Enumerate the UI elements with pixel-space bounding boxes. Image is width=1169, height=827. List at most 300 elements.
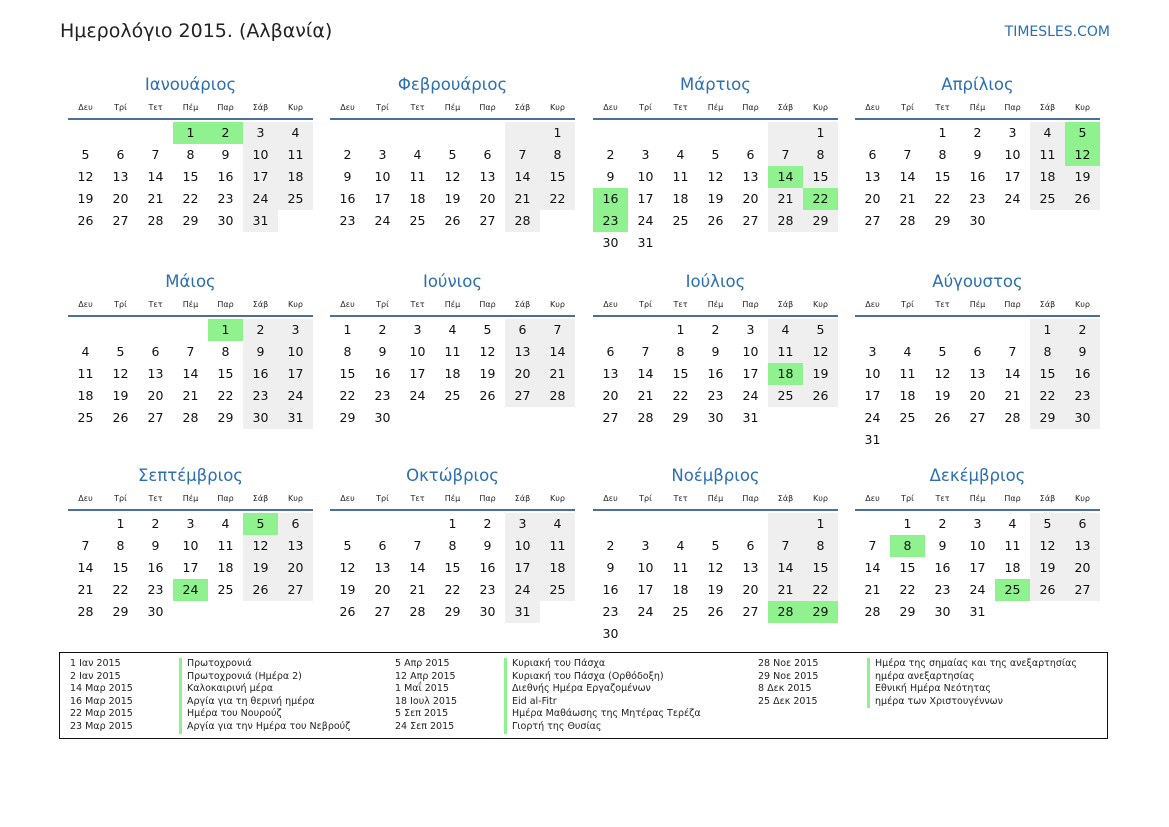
day-cell: 14 [637,366,654,381]
day-cell: 5 [448,147,457,162]
legend-entry [395,671,701,684]
day-cell: 11 [1004,538,1021,553]
day-cell: 31 [243,210,278,232]
day-cell: 15 [182,169,199,184]
holiday-day-cell: 1 [208,319,243,341]
day-cell: 22 [934,191,951,206]
day-cell: 6 [378,538,387,553]
day-cell: 7 [903,147,912,162]
day-cell: 17 [505,557,540,579]
day-cell: 5 [1030,513,1065,535]
weekday-label: Κυρ [813,300,828,309]
empty-day-cell [698,122,733,144]
day-cell: 11 [672,169,689,184]
day-cell: 17 [374,191,391,206]
day-cell: 26 [112,410,129,425]
holiday-day-cell: 8 [890,535,925,557]
day-cell: 3 [413,322,422,337]
weekday-header [855,295,1100,317]
day-cell: 23 [602,604,619,619]
day-cell: 21 [864,582,881,597]
day-cell: 26 [934,410,951,425]
weekday-label: Σάβ [252,103,269,112]
empty-day-cell [960,319,995,341]
day-cell: 12 [243,535,278,557]
empty-day-cell [173,319,208,341]
day-grid [593,120,838,254]
holiday-day-cell: 14 [768,166,803,188]
day-cell: 20 [479,191,496,206]
day-cell: 12 [934,366,951,381]
day-cell: 19 [243,557,278,579]
day-cell: 31 [505,601,540,623]
legend-entry [395,696,701,709]
day-cell: 27 [602,410,619,425]
weekday-label: Κυρ [813,103,828,112]
day-cell: 13 [505,341,540,363]
day-cell: 13 [742,169,759,184]
day-cell: 17 [637,582,654,597]
weekday-header [330,489,575,511]
day-cell: 26 [803,385,838,407]
day-cell: 28 [864,604,881,619]
day-cell: 28 [409,604,426,619]
month-block [593,463,838,645]
month-block [68,463,313,623]
day-cell: 3 [378,147,387,162]
day-cell: 9 [711,344,720,359]
day-cell: 25 [899,410,916,425]
day-cell: 21 [182,388,199,403]
day-cell: 1 [803,513,838,535]
day-cell: 7 [151,147,160,162]
empty-day-cell [663,122,698,144]
month-block [330,72,575,232]
day-cell: 26 [444,213,461,228]
legend-date: 2 Ιαν 2015 [70,670,121,682]
day-cell: 12 [444,169,461,184]
holiday-day-cell: 1 [173,122,208,144]
empty-day-cell [68,319,103,341]
day-cell: 31 [637,235,654,250]
day-cell: 4 [81,344,90,359]
day-cell: 3 [278,319,313,341]
empty-day-cell [330,513,365,535]
weekday-label: Τρί [114,103,127,112]
day-cell: 18 [672,191,689,206]
day-cell: 17 [864,388,881,403]
day-cell: 15 [803,557,838,579]
day-cell: 19 [112,388,129,403]
day-cell: 4 [676,147,685,162]
day-cell: 6 [505,319,540,341]
day-cell: 18 [1030,166,1065,188]
day-cell: 27 [147,410,164,425]
legend-holiday-name: Διεθνής Ημέρα Εργαζομένων [504,683,651,696]
legend-holiday-name: ημέρα ανεξαρτησίας [867,671,975,684]
weekday-header [855,98,1100,120]
legend-date: 8 Δεκ 2015 [758,683,812,695]
day-cell: 19 [339,582,356,597]
day-cell: 25 [540,579,575,601]
day-cell: 8 [186,147,195,162]
legend-date: 25 Δεκ 2015 [758,695,818,707]
month-name: Σεπτέμβριος [138,466,243,485]
day-cell: 17 [243,166,278,188]
day-cell: 12 [479,344,496,359]
weekday-label: Πέμ [707,494,724,503]
weekday-label: Τετ [673,494,688,503]
month-block [68,269,313,429]
holiday-day-cell: 16 [593,188,628,210]
legend-holiday-name: ημέρα των Χριστουγέννων [867,696,1003,709]
holiday-day-cell: 12 [1065,144,1100,166]
day-cell: 23 [147,582,164,597]
legend-holiday-name: Αργία για την Ημέρα του Νεβρούζ [179,721,350,734]
weekday-label: Σάβ [777,103,794,112]
day-cell: 28 [899,213,916,228]
weekday-label: Πέμ [969,103,986,112]
legend-holiday-name: Πρωτοχρονιά (Ημέρα 2) [179,671,302,684]
day-cell: 21 [77,582,94,597]
day-cell: 10 [637,169,654,184]
day-cell: 27 [742,213,759,228]
holiday-legend [59,652,1108,739]
weekday-label: Πέμ [969,494,986,503]
day-cell: 23 [339,213,356,228]
day-cell: 21 [637,388,654,403]
legend-entry [70,671,350,684]
day-cell: 8 [803,535,838,557]
weekday-label: Τετ [410,103,425,112]
weekday-label: Σάβ [514,494,531,503]
day-cell: 20 [147,388,164,403]
day-cell: 29 [217,410,234,425]
day-cell: 3 [186,516,195,531]
day-cell: 10 [637,560,654,575]
empty-day-cell [365,122,400,144]
legend-holiday-name: Αργία για τη θερινή ημέρα [179,696,315,709]
day-cell: 4 [540,513,575,535]
holiday-day-cell: 5 [1065,122,1100,144]
day-cell: 1 [676,322,685,337]
day-cell: 6 [746,147,755,162]
empty-day-cell [768,122,803,144]
day-cell: 22 [540,188,575,210]
weekday-label: Κυρ [288,103,303,112]
day-cell: 2 [606,538,615,553]
day-cell: 7 [768,144,803,166]
day-cell: 14 [899,169,916,184]
day-cell: 13 [864,169,881,184]
day-cell: 15 [112,560,129,575]
day-cell: 8 [221,344,230,359]
day-cell: 24 [409,388,426,403]
weekday-label: Τετ [673,103,688,112]
day-cell: 12 [707,560,724,575]
weekday-label: Δευ [603,103,618,112]
weekday-label: Παρ [217,103,234,112]
day-cell: 24 [1004,191,1021,206]
day-cell: 19 [1065,166,1100,188]
weekday-label: Δευ [603,494,618,503]
legend-date: 29 Νοε 2015 [758,670,819,682]
day-grid [68,317,313,429]
day-cell: 12 [707,169,724,184]
legend-column [70,658,350,734]
day-grid [855,120,1100,232]
day-cell: 8 [116,538,125,553]
day-cell: 7 [505,144,540,166]
weekday-header [593,98,838,120]
day-cell: 19 [707,582,724,597]
empty-day-cell [733,513,768,535]
weekday-label: Τρί [639,494,652,503]
holiday-day-cell: 28 [768,601,803,623]
weekday-label: Σάβ [252,494,269,503]
day-cell: 9 [938,538,947,553]
weekday-label: Δευ [865,300,880,309]
day-cell: 25 [672,213,689,228]
day-cell: 24 [243,188,278,210]
day-cell: 2 [938,516,947,531]
day-cell: 30 [602,626,619,641]
legend-entry [70,696,350,709]
day-cell: 3 [505,513,540,535]
day-cell: 29 [899,604,916,619]
weekday-label: Κυρ [288,300,303,309]
day-cell: 26 [1030,579,1065,601]
day-cell: 21 [409,582,426,597]
day-cell: 19 [444,191,461,206]
day-cell: 1 [448,516,457,531]
day-cell: 2 [151,516,160,531]
day-cell: 27 [742,604,759,619]
legend-date: 1 Μαΐ 2015 [395,683,449,695]
legend-holiday-name: Κυριακή του Πάσχα (Ορθόδοξη) [504,671,664,684]
day-cell: 28 [768,210,803,232]
legend-holiday-name: Καλοκαιρινή μέρα [179,683,273,696]
weekday-label: Παρ [479,103,496,112]
day-cell: 28 [147,213,164,228]
legend-date: 18 Ιουλ 2015 [395,695,458,707]
day-cell: 20 [864,191,881,206]
weekday-label: Παρ [1004,494,1021,503]
day-cell: 17 [278,363,313,385]
legend-entry [70,721,350,734]
day-cell: 6 [278,513,313,535]
weekday-label: Τρί [376,494,389,503]
legend-date: 22 Μαρ 2015 [70,708,133,720]
day-cell: 8 [1030,341,1065,363]
day-cell: 13 [278,535,313,557]
day-cell: 16 [969,169,986,184]
day-cell: 13 [147,366,164,381]
weekday-label: Παρ [479,494,496,503]
holiday-day-cell: 18 [768,363,803,385]
day-cell: 19 [803,363,838,385]
weekday-label: Πέμ [444,103,461,112]
month-name: Οκτώβριος [406,466,499,485]
day-cell: 21 [505,188,540,210]
day-cell: 16 [707,366,724,381]
day-cell: 2 [973,125,982,140]
day-cell: 2 [1065,319,1100,341]
day-cell: 30 [243,407,278,429]
weekday-label: Τρί [901,103,914,112]
legend-holiday-name: Εθνική Ημέρα Νεότητας [867,683,991,696]
weekday-label: Τετ [148,103,163,112]
day-cell: 16 [243,363,278,385]
empty-day-cell [400,122,435,144]
day-cell: 29 [339,410,356,425]
day-cell: 3 [868,344,877,359]
day-cell: 1 [540,122,575,144]
weekday-header [855,489,1100,511]
month-block [330,463,575,623]
day-cell: 27 [374,604,391,619]
weekday-header [68,98,313,120]
day-cell: 20 [374,582,391,597]
day-cell: 30 [479,604,496,619]
day-cell: 7 [1008,344,1017,359]
empty-day-cell [663,513,698,535]
day-cell: 18 [540,557,575,579]
site-link[interactable]: TIMESLES.COM [1004,24,1110,40]
legend-holiday-name: Ημέρα Μαθάωσης της Μητέρας Τερέζα [504,708,701,721]
day-cell: 8 [448,538,457,553]
day-cell: 27 [969,410,986,425]
day-cell: 25 [672,604,689,619]
legend-holiday-name: Κυριακή του Πάσχα [504,658,605,671]
day-cell: 14 [409,560,426,575]
weekday-label: Τετ [148,494,163,503]
day-cell: 26 [707,604,724,619]
day-cell: 29 [182,213,199,228]
empty-day-cell [365,513,400,535]
legend-holiday-name: Γιορτή της Θυσίας [504,721,602,734]
day-cell: 6 [1065,513,1100,535]
day-cell: 9 [973,147,982,162]
empty-day-cell [855,319,890,341]
day-cell: 19 [77,191,94,206]
day-cell: 5 [343,538,352,553]
weekday-label: Πέμ [182,494,199,503]
day-cell: 11 [540,535,575,557]
day-cell: 30 [147,604,164,619]
day-cell: 16 [1065,363,1100,385]
day-cell: 7 [868,538,877,553]
day-cell: 13 [1065,535,1100,557]
legend-date: 5 Απρ 2015 [395,658,450,669]
weekday-label: Τρί [901,494,914,503]
legend-entry [758,671,1077,684]
weekday-label: Πέμ [707,103,724,112]
day-cell: 7 [413,538,422,553]
day-cell: 24 [637,213,654,228]
day-cell: 8 [803,144,838,166]
weekday-label: Σάβ [514,300,531,309]
legend-entry [395,683,701,696]
day-cell: 15 [803,166,838,188]
day-cell: 19 [479,366,496,381]
empty-day-cell [628,122,663,144]
weekday-label: Πέμ [707,300,724,309]
day-cell: 20 [742,191,759,206]
day-cell: 19 [1030,557,1065,579]
day-cell: 4 [278,122,313,144]
day-cell: 23 [707,388,724,403]
legend-column [395,658,701,734]
day-cell: 18 [77,388,94,403]
day-cell: 12 [1030,535,1065,557]
legend-holiday-name: Eid al-Fitr [504,696,557,709]
day-cell: 9 [606,169,615,184]
day-cell: 28 [540,385,575,407]
day-cell: 2 [711,322,720,337]
day-cell: 15 [540,166,575,188]
day-cell: 6 [868,147,877,162]
legend-holiday-name: Ημέρα της σημαίας και της ανεξαρτησίας [867,658,1077,671]
empty-day-cell [330,122,365,144]
day-cell: 23 [1065,385,1100,407]
month-name: Φεβρουάριος [397,75,508,94]
weekday-label: Πέμ [444,494,461,503]
month-block [593,269,838,429]
day-cell: 15 [934,169,951,184]
day-cell: 1 [1030,319,1065,341]
day-cell: 23 [243,385,278,407]
day-cell: 24 [505,579,540,601]
weekday-header [593,295,838,317]
weekday-label: Παρ [742,494,759,503]
day-cell: 10 [1004,147,1021,162]
holiday-day-cell: 2 [208,122,243,144]
weekday-header [593,489,838,511]
day-cell: 5 [803,319,838,341]
month-block [330,269,575,429]
day-cell: 16 [934,560,951,575]
holiday-day-cell: 5 [243,513,278,535]
legend-date: 16 Μαρ 2015 [70,695,133,707]
month-name: Νοέμβριος [671,466,760,485]
day-cell: 14 [77,560,94,575]
day-cell: 13 [112,169,129,184]
day-cell: 20 [1065,557,1100,579]
day-cell: 15 [899,560,916,575]
weekday-label: Παρ [479,300,496,309]
day-cell: 23 [969,191,986,206]
day-cell: 18 [278,166,313,188]
day-cell: 16 [479,560,496,575]
day-cell: 20 [278,557,313,579]
weekday-label: Πέμ [182,103,199,112]
day-cell: 24 [742,388,759,403]
day-cell: 24 [278,385,313,407]
day-cell: 28 [505,210,540,232]
day-cell: 29 [803,210,838,232]
day-cell: 3 [746,322,755,337]
day-cell: 21 [768,188,803,210]
day-cell: 27 [112,213,129,228]
day-cell: 5 [711,147,720,162]
weekday-label: Πέμ [182,300,199,309]
weekday-label: Δευ [865,103,880,112]
day-cell: 2 [483,516,492,531]
month-block [855,463,1100,623]
day-cell: 28 [1004,410,1021,425]
day-cell: 25 [77,410,94,425]
